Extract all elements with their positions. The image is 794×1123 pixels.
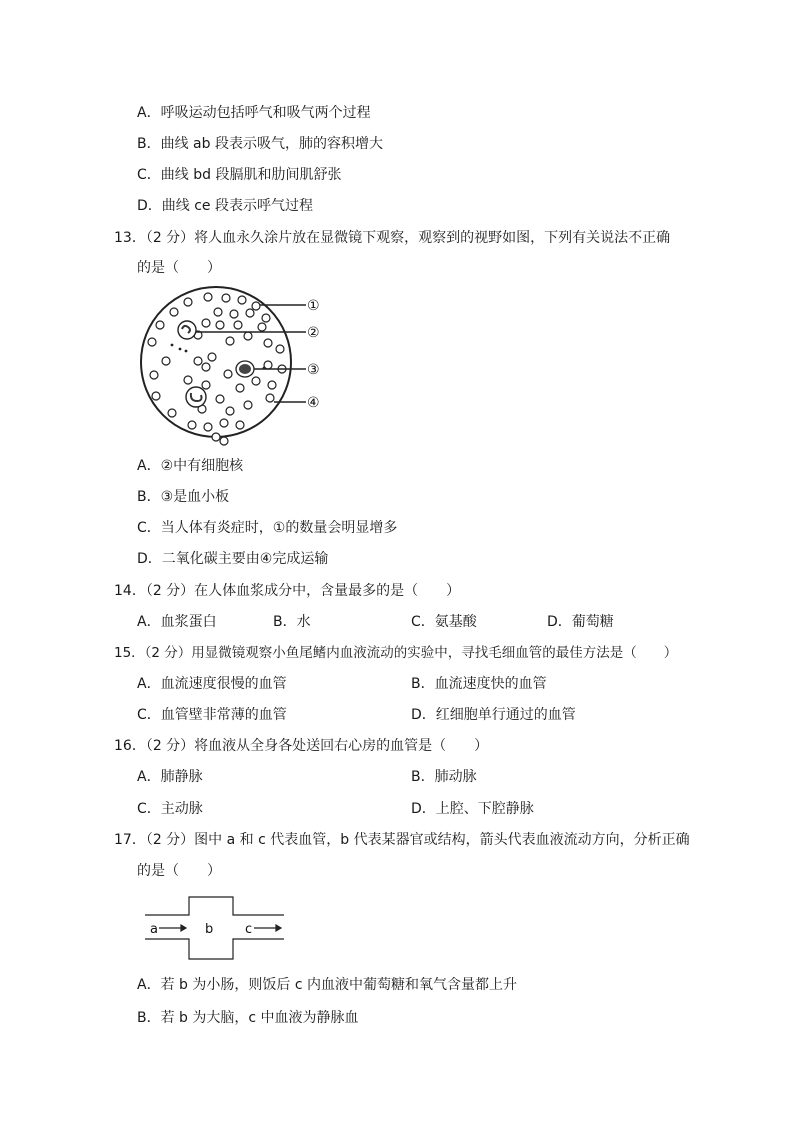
q15-stem: 15．（2 分）用显微镜观察小鱼尾鳍内血液流动的实验中，寻找毛细血管的最佳方法是（ ） [114,645,678,661]
q16-option-d: D．上腔、下腔静脉 [411,801,534,817]
vessel-c-label: c [245,922,253,937]
q16-stem: 16．（2 分）将血液从全身各处送回右心房的血管是（ ） [114,738,489,754]
figure-labels [307,298,320,411]
blood-vessel-diagram [143,893,288,963]
blood-smear-figure [130,285,330,450]
q14-option-c: C．氨基酸 [411,614,477,630]
white-blood-cell-top [178,321,196,339]
q15-option-c: C．血管壁非常薄的血管 [137,707,287,723]
q17-option-a: A．若 b 为小肠，则饭后 c 内血液中葡萄糖和氧气含量都上升 [137,977,517,993]
q17-stem-cont: 的是（ ） [137,863,221,879]
q13-stem-cont: 的是（ ） [137,260,221,276]
q13-option-a: A．②中有细胞核 [137,458,244,474]
q14-option-b: B．水 [273,614,311,630]
q13-stem: 13．（2 分）将人血永久涂片放在显微镜下观察，观察到的视野如图，下列有关说法不正确 [114,230,671,246]
q13-option-b: B．③是血小板 [137,489,230,505]
q14-option-d: D．葡萄糖 [547,614,614,630]
q16-option-c: C．主动脉 [137,801,203,817]
organ-b-label: b [205,922,214,937]
q12-option-b: B．曲线 ab 段表示吸气，肺的容积增大 [137,136,383,152]
q15-option-b: B．血流速度快的血管 [411,676,547,692]
q12-option-a: A．呼吸运动包括呼气和吸气两个过程 [137,105,371,121]
q15-option-d: D．红细胞单行通过的血管 [411,707,576,723]
q12-option-c: C．曲线 bd 段膈肌和肋间肌舒张 [137,167,342,183]
q13-option-c: C．当人体有炎症时，①的数量会明显增多 [137,520,398,536]
dark-cell [236,361,254,377]
q14-option-a: A．血浆蛋白 [137,614,217,630]
q16-option-b: B．肺动脉 [411,769,477,785]
q16-option-a: A．肺静脉 [137,769,203,785]
white-blood-cell-bottom [186,387,206,407]
label-1: ① [307,298,320,314]
q12-option-d: D．曲线 ce 段表示呼气过程 [137,198,313,214]
label-3: ③ [307,362,320,378]
vessel-a-label: a [150,922,158,937]
q13-option-d: D．二氧化碳主要由④完成运输 [137,551,329,567]
q17-stem: 17．（2 分）图中 a 和 c 代表血管，b 代表某器官或结构，箭头代表血液流动方向，分析正确 [114,832,690,848]
q15-option-a: A．血流速度很慢的血管 [137,676,287,692]
q17-option-b: B．若 b 为大脑，c 中血液为静脉血 [137,1010,359,1026]
q14-stem: 14．（2 分）在人体血浆成分中，含量最多的是（ ） [114,583,461,599]
label-4: ④ [307,395,320,411]
flow-arrows [159,925,281,931]
label-2: ② [307,325,320,341]
